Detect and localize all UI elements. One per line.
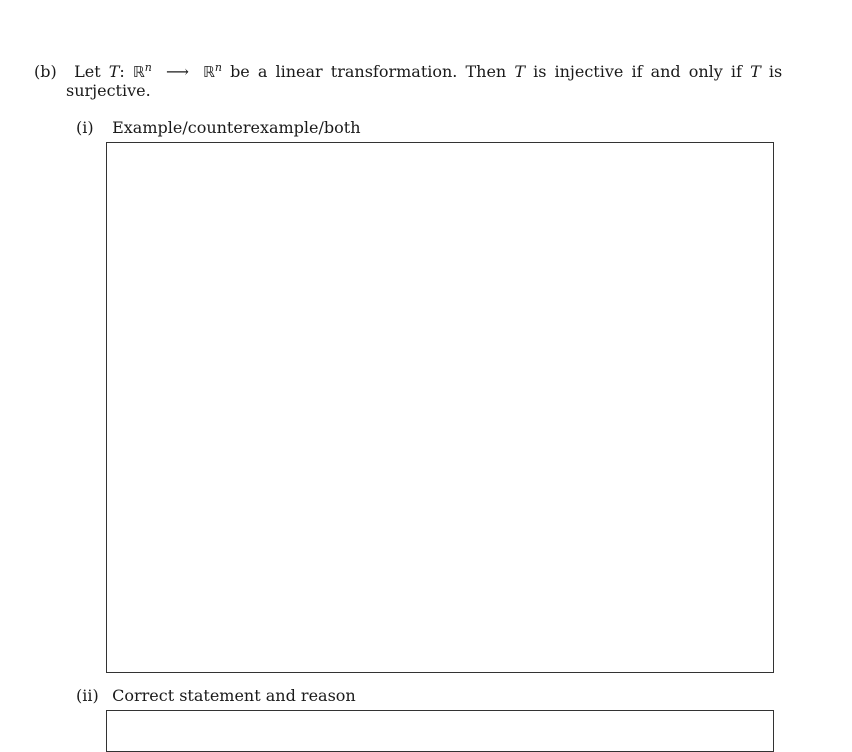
part-ii-heading (76, 685, 356, 707)
domain-exponent: n (144, 61, 152, 74)
statement-text-1: be a linear transformation. Then (230, 62, 507, 81)
colon: : (119, 62, 125, 81)
math-T-2: T (514, 62, 525, 81)
math-T: T (108, 62, 120, 81)
part-i-heading (76, 117, 361, 139)
codomain-exponent: n (214, 61, 222, 74)
let-text: Let (74, 62, 101, 81)
part-i-title: Example/counterexample/both (112, 118, 361, 137)
part-ii-answer-box[interactable] (106, 710, 774, 752)
part-i-label: (i) (76, 118, 94, 137)
part-i-answer-box[interactable] (106, 142, 774, 673)
part-ii-label: (ii) (76, 686, 99, 705)
question-label: (b) (34, 62, 57, 81)
question-statement-line-2: surjective. (66, 81, 151, 100)
arrow-symbol: ⟶ (165, 62, 189, 81)
statement-text-2: is injective if and only if (533, 62, 742, 81)
domain-symbol: ℝ (132, 63, 145, 81)
codomain-symbol: ℝ (202, 63, 215, 81)
math-T-3: T (750, 62, 761, 81)
statement-text-3: is (768, 62, 783, 81)
part-ii-title: Correct statement and reason (112, 686, 356, 705)
